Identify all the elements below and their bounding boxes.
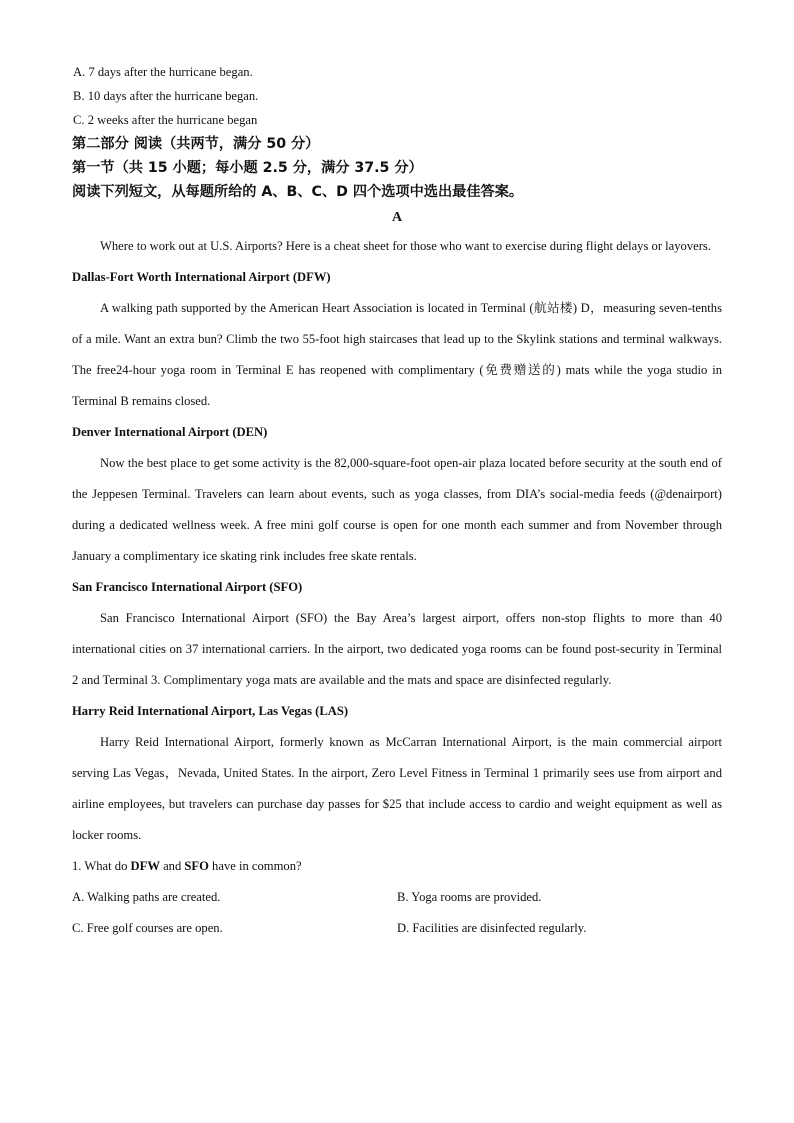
question-suffix: have in common? — [208, 859, 302, 873]
airport-text-sfo: San Francisco International Airport (SFO) the Bay Area’s largest airport, offers non-stop flights to more than 40 international cities on 37 international carriers. In the airport, two dedicated yoga rooms can be found post-security in Terminal 2 and Terminal 3. Complimentary yoga mats are available and the mats and space are disinfected regularly. — [72, 611, 722, 687]
prev-option-c: C. 2 weeks after the hurricane began — [73, 113, 258, 127]
airport-heading-las: Harry Reid International Airport, Las Vegas (LAS) — [72, 704, 349, 718]
airport-text-las: Harry Reid International Airport, formerly known as McCarran International Airport, is the main commercial airport serving Las Vegas，Nevada, United States. In the airport, Zero Level Fitness in Terminal 1 primarily sees use from airport and airline employees, but travelers can purchase day passes for $25 that include access to cardio and weight equipment as well as locker rooms. — [72, 735, 722, 842]
airport-text-den: Now the best place to get some activity is the 82,000-square-foot open-air plaza located before security at the south end of the Jeppesen Terminal. Travelers can learn about events, such as yoga classes, from DIA’s social-media feeds (@denairport) during a dedicated wellness week. A free mini golf course is open for one month each summer and from November through January a complimentary ice skating rink includes free skate rentals. — [72, 456, 722, 563]
question-term-dfw: DFW — [130, 859, 160, 873]
question-1 — [72, 851, 722, 882]
question-term-sfo: SFO — [184, 859, 209, 873]
airport-heading-den: Denver International Airport (DEN) — [72, 425, 268, 439]
airport-text-dfw: A walking path supported by the American Heart Association is located in Terminal (航站楼) D，measuring seven-tenths of a mile. Want an extra bun? Climb the two 55-foot high staircases that lead up to the Skylink stations and terminal walkways. The free24-hour yoga room in Terminal E has reopened with complimentary (免费赠送的) mats while the yoga studio in Terminal B remains closed. — [72, 301, 722, 408]
airport-heading-dfw: Dallas-Fort Worth International Airport (DFW) — [72, 270, 331, 284]
airport-heading-sfo: San Francisco International Airport (SFO) — [72, 580, 303, 594]
passage-intro: Where to work out at U.S. Airports? Here is a cheat sheet for those who want to exercise during flight delays or layovers. — [100, 239, 711, 253]
choice-d[interactable]: D. Facilities are disinfected regularly. — [397, 921, 587, 935]
question-prefix: 1. What do — [72, 859, 131, 873]
prev-option-b: B. 10 days after the hurricane began. — [73, 89, 259, 103]
choices-row-1 — [72, 882, 722, 913]
part-title: 第二部分 阅读（共两节，满分 50 分） — [72, 136, 320, 152]
question-mid: and — [159, 859, 185, 873]
choice-b[interactable]: B. Yoga rooms are provided. — [397, 890, 542, 904]
instruction: 阅读下列短文，从每题所给的 A、B、C、D 四个选项中选出最佳答案。 — [72, 184, 524, 200]
section-sub-title: 第一节（共 15 小题；每小题 2.5 分，满分 37.5 分） — [72, 160, 423, 176]
passage-letter: A — [391, 210, 403, 225]
choice-a[interactable]: A. Walking paths are created. — [72, 890, 221, 904]
choice-c[interactable]: C. Free golf courses are open. — [72, 921, 223, 935]
choices-row-2 — [72, 913, 722, 944]
prev-option-a: A. 7 days after the hurricane began. — [73, 65, 253, 79]
document-page — [72, 60, 722, 944]
